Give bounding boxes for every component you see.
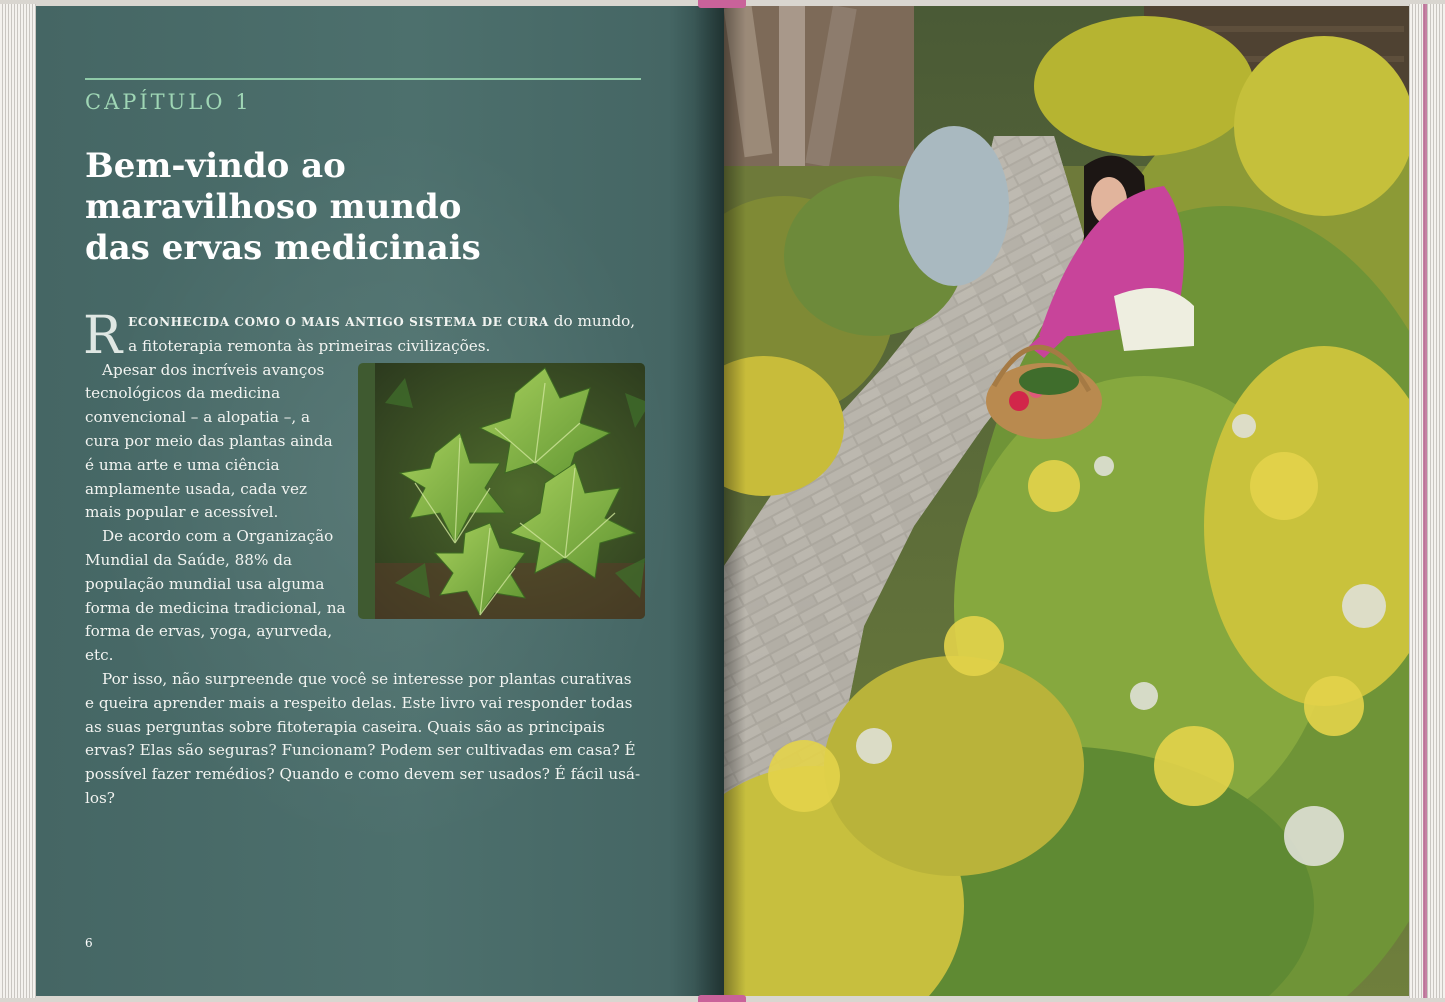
drop-cap: R [83, 306, 123, 366]
paragraph-1-text: do mundo, a fitoterapia remonta às primeiras civilizações. [128, 312, 636, 355]
paragraph-1 [83, 306, 645, 366]
herb-leaves-illustration [375, 363, 645, 619]
gutter-shadow-left [694, 6, 724, 996]
body-text [83, 306, 645, 811]
paragraph-4: Por isso, não surpreende que você se interesse por plantas curativas e queira aprender mais a respeito delas. Este livro vai responder todas as suas perguntas sobre fitoterapia caseira. Quais são as principais ervas? Elas são seguras? Funcionam? Podem ser cultivadas em casa? É possível fazer remédios? Quando e como devem ser usados? É fácil usá-los? [85, 669, 641, 807]
garden-illustration [724, 6, 1409, 996]
herb-leaves-photo [358, 363, 645, 619]
ribbon-bookmark-top [698, 0, 746, 8]
left-page [36, 6, 724, 996]
paragraph-2-text: Apesar dos incríveis avanços tecnológicos da medicina convencional – a alopatia –, a cura por meio das plantas ainda é uma arte e uma ciência amplamente usada, cada vez mais popular e acessível. [85, 360, 333, 522]
chapter-label: CAPÍTULO 1 [85, 90, 252, 114]
title-line-2: maravilhoso mundo [85, 187, 462, 227]
garden-photo [724, 6, 1409, 996]
chapter-title [85, 146, 645, 269]
ribbon-bookmark-bottom [698, 995, 746, 1002]
right-page-edges [1409, 4, 1445, 998]
title-line-3: das ervas medicinais [85, 228, 481, 268]
page-number: 6 [85, 936, 93, 950]
gutter-shadow-right [724, 6, 746, 996]
chapter-rule [85, 78, 641, 80]
left-page-edges [0, 4, 36, 998]
paragraph-2 [85, 359, 645, 526]
paragraph-3: De acordo com a Organização Mundial da Saúde, 88% da população mundial usa alguma forma de medicina tradicional, na forma de ervas, yoga, ayurveda, etc. [85, 527, 346, 665]
title-line-1: Bem-vindo ao [85, 146, 346, 186]
opening-small-caps: ECONHECIDA COMO O MAIS ANTIGO SISTEMA DE CURA [128, 315, 549, 329]
